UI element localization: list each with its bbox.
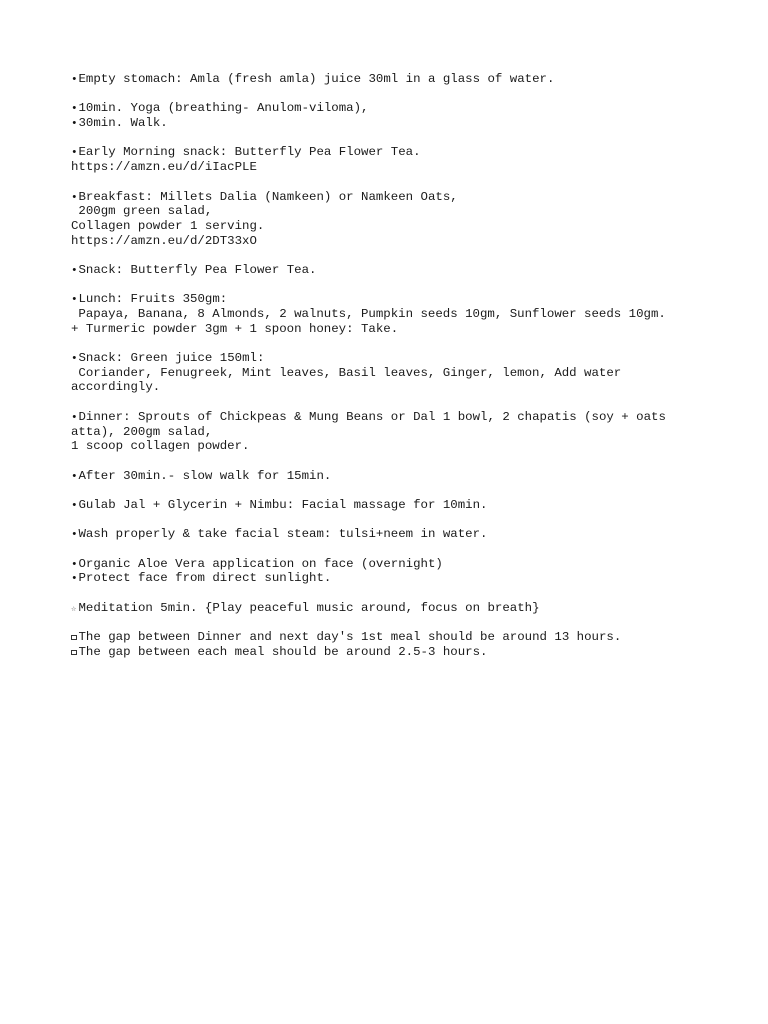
line-text: Papaya, Banana, 8 Almonds, 2 walnuts, Pumpkin seeds 10gm, Sunflower seeds 10gm. (71, 307, 666, 321)
text-line (71, 498, 751, 513)
line-text: atta), 200gm salad, (71, 424, 213, 439)
text-line (71, 469, 751, 484)
line-text: The gap between Dinner and next day's 1st meal should be around 13 hours. (78, 630, 622, 645)
line-text: accordingly. (71, 380, 161, 395)
text-line (71, 571, 751, 586)
bullet-icon: • (71, 573, 78, 586)
text-line (71, 425, 751, 440)
bullet-icon: • (71, 264, 78, 277)
line-text: The gap between each meal should be around 2.5-3 hours. (78, 644, 488, 659)
line-text: Empty stomach: Amla (fresh amla) juice 30ml in a glass of water. (78, 72, 555, 86)
bullet-icon: • (71, 558, 78, 571)
text-line (71, 101, 751, 116)
bullet-icon: • (71, 499, 78, 512)
bullet-icon: • (71, 411, 78, 424)
text-block (71, 469, 751, 484)
line-text: 1 scoop collagen powder. (71, 439, 250, 454)
line-text: 30min. Walk. (78, 116, 168, 131)
line-text: Snack: Green juice 150ml: (78, 351, 265, 366)
text-line (71, 645, 751, 660)
bullet-icon: • (71, 118, 78, 131)
text-line (71, 292, 751, 307)
text-line (71, 557, 751, 572)
line-text: Breakfast: Millets Dalia (Namkeen) or Namkeen Oats, (78, 189, 458, 204)
line-text: Wash properly & take facial steam: tulsi+neem in water. (78, 527, 488, 542)
text-block (71, 527, 751, 542)
text-block (71, 601, 751, 616)
text-line (71, 527, 751, 542)
text-block (71, 410, 751, 454)
diet-plan-document (71, 72, 751, 674)
line-text: Early Morning snack: Butterfly Pea Flower Tea. (78, 145, 421, 160)
text-line (71, 601, 751, 616)
text-line (71, 234, 751, 249)
text-line (71, 116, 751, 131)
text-block (71, 145, 751, 174)
line-text: Gulab Jal + Glycerin + Nimbu: Facial massage for 10min. (78, 497, 488, 512)
text-line (71, 219, 751, 234)
line-text: https://amzn.eu/d/iIacPLE (71, 160, 257, 175)
text-line (71, 160, 751, 175)
bullet-icon: • (71, 191, 78, 204)
square-bullet-icon (71, 635, 77, 640)
square-bullet-icon (71, 650, 77, 655)
line-text: Dinner: Sprouts of Chickpeas & Mung Beans or Dal 1 bowl, 2 chapatis (soy + oats (78, 409, 666, 424)
line-text: 200gm green salad, (71, 204, 213, 219)
line-text: + Turmeric powder 3gm + 1 spoon honey: Take. (71, 321, 399, 336)
text-block (71, 72, 751, 87)
text-line (71, 145, 751, 160)
line-text: Organic Aloe Vera application on face (overnight) (78, 556, 443, 571)
star-bullet-icon: ☆ (71, 603, 77, 614)
text-line (71, 322, 751, 337)
text-line (71, 190, 751, 205)
bullet-icon: • (71, 103, 78, 116)
bullet-icon: • (71, 294, 78, 307)
text-block (71, 630, 751, 659)
text-block (71, 498, 751, 513)
bullet-icon: • (71, 470, 78, 483)
text-line (71, 204, 751, 219)
text-block (71, 101, 751, 130)
text-block (71, 351, 751, 395)
bullet-icon: • (71, 353, 78, 366)
text-block (71, 292, 751, 336)
line-text: Lunch: Fruits 350gm: (78, 292, 228, 307)
text-block (71, 190, 751, 249)
line-text: After 30min.- slow walk for 15min. (78, 468, 332, 483)
text-line (71, 630, 751, 645)
text-line (71, 410, 751, 425)
text-line (71, 263, 751, 278)
text-block (71, 557, 751, 586)
text-line (71, 439, 751, 454)
text-line (71, 351, 751, 366)
line-text: Coriander, Fenugreek, Mint leaves, Basil leaves, Ginger, lemon, Add water (71, 365, 622, 380)
text-line (71, 366, 751, 381)
line-text: 10min. Yoga (breathing- Anulom-viloma), (78, 101, 369, 116)
text-line (71, 307, 751, 322)
line-text: Protect face from direct sunlight. (78, 571, 332, 586)
line-text: Meditation 5min. {Play peaceful music around, focus on breath} (78, 600, 540, 615)
text-block (71, 263, 751, 278)
bullet-icon: • (71, 529, 78, 542)
bullet-icon: • (71, 74, 78, 86)
text-line (71, 72, 751, 87)
text-line (71, 380, 751, 395)
line-text: Snack: Butterfly Pea Flower Tea. (78, 262, 317, 277)
line-text: https://amzn.eu/d/2DT33xO (71, 233, 257, 248)
bullet-icon: • (71, 147, 78, 160)
line-text: Collagen powder 1 serving. (71, 218, 265, 233)
